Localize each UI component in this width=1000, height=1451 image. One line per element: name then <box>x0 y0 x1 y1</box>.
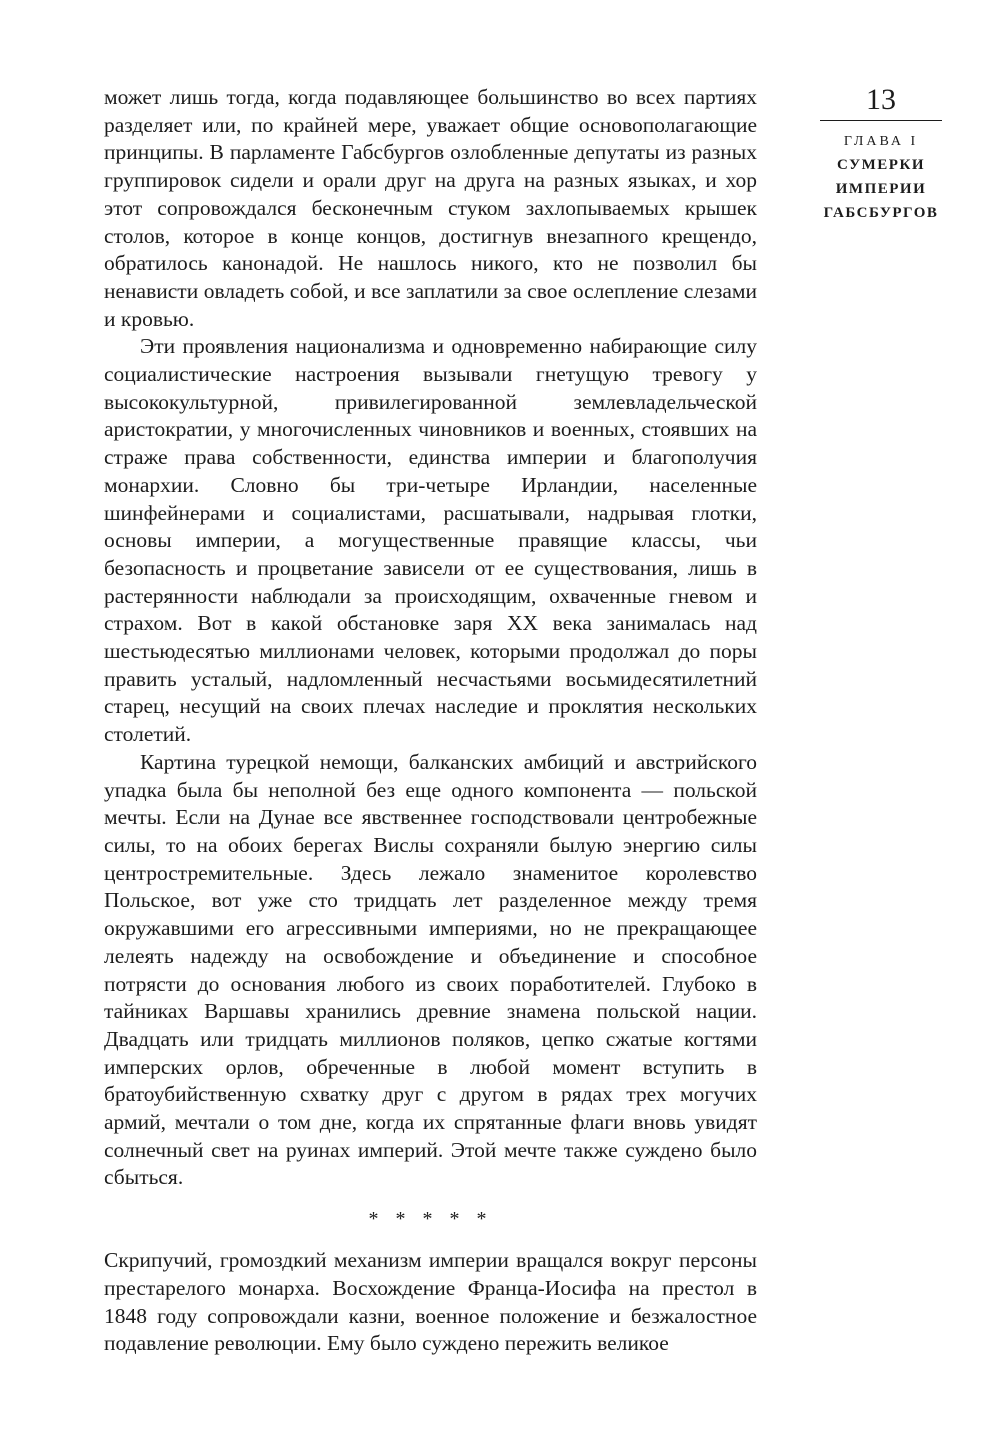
paragraph: может лишь тогда, когда подавляющее большинство во всех партиях разделяет или, по крайней мере, уважает общие основополагающие принципы. В парламенте Габсбургов озлобленные депутаты из разных группировок сидели и орали друг на друга на разных языках, и хор этот сопровождался бесконечным стуком захлопываемых крышек столов, которое в конце концов, достигнув внезапного крещендо, обратилось канонадой. Не нашлось никого, кто не позволил бы ненависти овладеть собой, и все заплатили за свое ослепление слезами и кровью. <box>104 85 757 331</box>
body-text <box>104 84 757 1358</box>
chapter-title-line: СУМЕРКИ <box>836 157 925 173</box>
page-number: 13 <box>866 83 896 116</box>
section-separator: * * * * * <box>368 1208 493 1231</box>
running-head <box>820 82 942 225</box>
paragraph: Эти проявления национализма и одновременно набирающие силу социалистические настроения вызывали гнетущую тревогу у высококультурной, привилегированной землевладельческой аристократии, у многочисленных чиновников и военных, стоявших на страже права собственности, единства империи и благополучия монархии. Словно бы три-четыре Ирландии, населенные шинфейнерами и социалистами, расшатывали, надрывая глотки, основы империи, а могущественные правящие классы, чьи безопасность и процветание зависели от ее существования, лишь в растерянности наблюдали за происходящим, охваченные гневом и страхом. Вот в какой обстановке заря XX века занималась над шестьюдесятью миллионами человек, которыми продолжал до поры править усталый, надломленный несчастьями восьмидесятилетний старец, несущий на своих плечах наследие и проклятия нескольких столетий. <box>104 334 757 747</box>
paragraph: Скрипучий, громоздкий механизм империи вращался вокруг персоны престарелого монарха. Восхождение Франца-Иосифа на престол в 1848 году сопровождали казни, военное положение и безжалостное подавление революции. Ему было суждено пережить великое <box>104 1248 757 1356</box>
header-rule <box>820 120 942 121</box>
chapter-title-line: ИМПЕРИИ <box>835 181 927 197</box>
chapter-title-line: ГАБСБУРГОВ <box>823 205 939 221</box>
paragraph: Картина турецкой немощи, балканских амбиций и австрийского упадка была бы неполной без еще одного компонента — польской мечты. Если на Дунае все явственнее господствовали центробежные силы, то на обоих берегах Вислы сохраняли былую энергию силы центростремительные. Здесь лежало знаменитое королевство Польское, вот уже сто тридцать лет разделенное между тремя окружавшими его агрессивными империями, но не прекращающее лелеять надежду на освобождение и объединение и способное потрясти до основания любого из своих поработителей. Глубоко в тайниках Варшавы хранились древние знамена польской нации. Двадцать или тридцать миллионов поляков, цепко сжатые когтями имперских орлов, обреченные в любой момент вступить в братоубийственную схватку друг с другом в рядах трех могучих армий, мечтали о том дне, когда их спрятанные флаги вновь увидят солнечный свет на руинах империй. Этой мечте также суждено было сбыться. <box>104 749 757 1190</box>
chapter-label: ГЛАВА I <box>843 134 919 149</box>
